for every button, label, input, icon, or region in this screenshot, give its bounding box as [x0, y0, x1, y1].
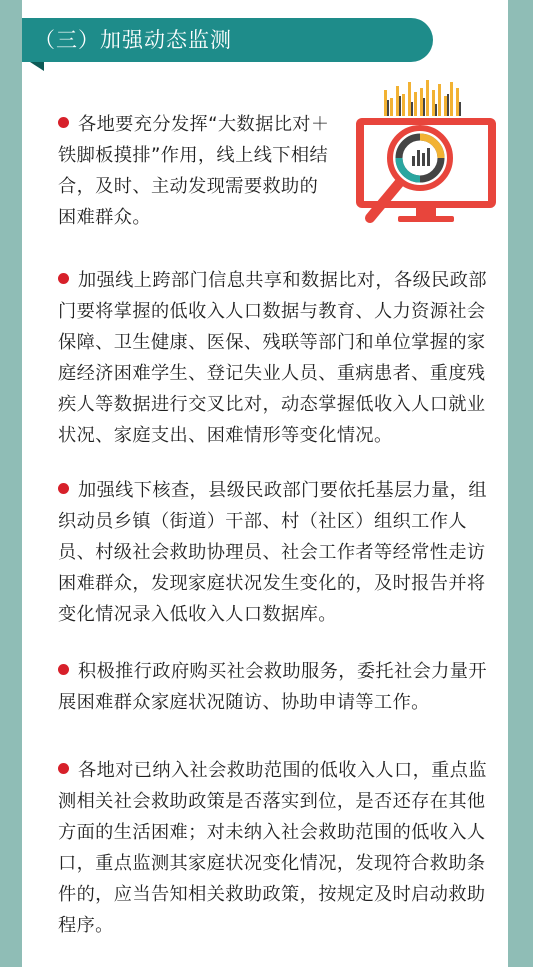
- page: [22, 0, 508, 967]
- bullet-icon: [58, 117, 69, 128]
- paragraph-3-text: 加强线下核查，县级民政部门要依托基层力量，组织动员乡镇（街道）干部、村（社区）组织工作人员、村级社会救助协理员、社会工作者等经常性走访困难群众，发现家庭状况发生变化的，及时报告并将变化情况录入低收入人口数据库。: [58, 480, 487, 625]
- paragraph-2: [58, 265, 500, 451]
- paragraph-5: [58, 755, 500, 941]
- section-title: （三）加强动态监测: [22, 18, 433, 62]
- bullet-icon: [58, 763, 69, 774]
- bullet-icon: [58, 664, 69, 675]
- data-monitoring-magnifier-icon: [354, 78, 498, 230]
- paragraph-5-text: 各地对已纳入社会救助范围的低收入人口，重点监测相关社会救助政策是否落实到位，是否还存在其他方面的生活困难；对未纳入社会救助范围的低收入人口，重点监测其家庭状况变化情况，发现符合救助条件的，应当告知相关救助政策，按规定及时启动救助程序。: [58, 760, 487, 936]
- paragraph-1-text: 各地要充分发挥“大数据比对＋铁脚板摸排”作用，线上线下相结合，及时、主动发现需要救助的困难群众。: [58, 114, 330, 228]
- paragraph-3: [58, 475, 500, 630]
- bullet-icon: [58, 483, 69, 494]
- paragraph-4-text: 积极推行政府购买社会救助服务，委托社会力量开展困难群众家庭状况随访、协助申请等工作。: [58, 661, 487, 713]
- bullet-icon: [58, 273, 69, 284]
- header-fold: [30, 62, 44, 71]
- paragraph-4: [58, 656, 500, 718]
- paragraph-1: [58, 109, 334, 233]
- paragraph-2-text: 加强线上跨部门信息共享和数据比对，各级民政部门要将掌握的低收入人口数据与教育、人力资源社会保障、卫生健康、医保、残联等部门和单位掌握的家庭经济困难学生、登记失业人员、重病患者、重度残疾人等数据进行交叉比对，动态掌握低收入人口就业状况、家庭支出、困难情形等变化情况。: [58, 270, 487, 446]
